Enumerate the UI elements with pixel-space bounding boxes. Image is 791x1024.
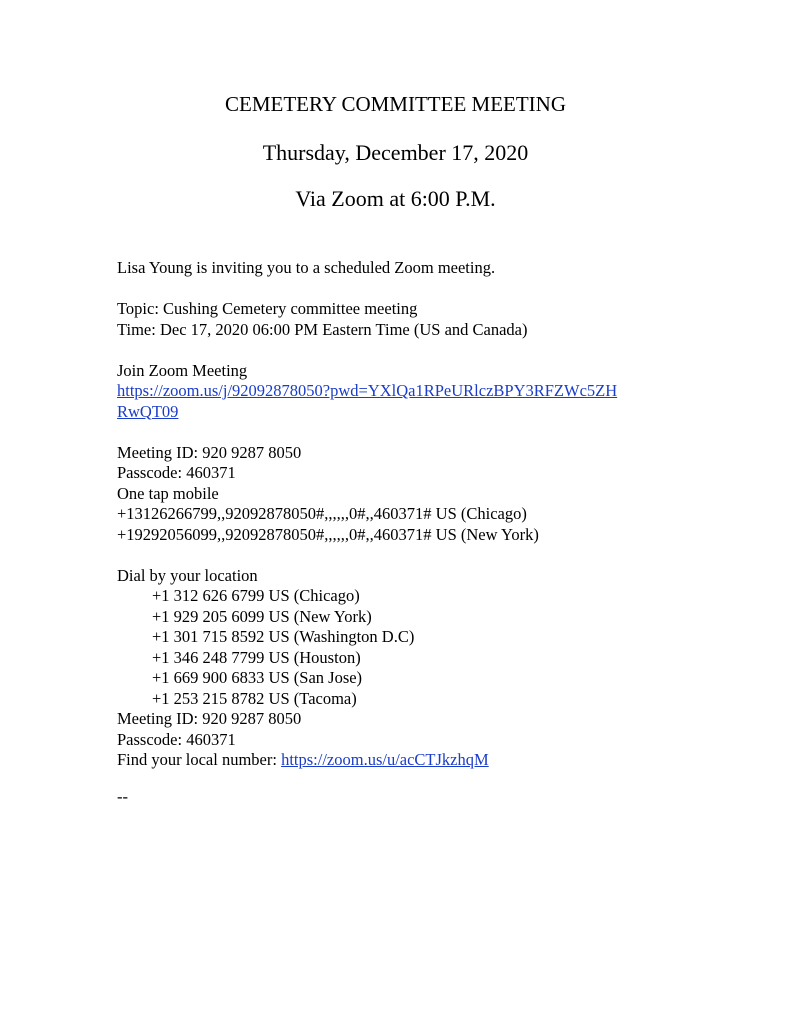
find-local-number — [117, 750, 717, 771]
invitation-body — [117, 258, 717, 807]
meeting-venue: Via Zoom at 6:00 P.M. — [295, 186, 496, 211]
dial-number: +1 929 205 6099 US (New York) — [152, 606, 372, 626]
passcode: Passcode: 460371 — [117, 463, 236, 482]
find-local-link[interactable]: https://zoom.us/u/acCTJkzhqM — [281, 750, 489, 769]
meeting-topic: Topic: Cushing Cemetery committee meeting — [117, 299, 418, 318]
passcode-repeat: Passcode: 460371 — [117, 729, 236, 749]
dial-number: +1 669 900 6833 US (San Jose) — [152, 668, 363, 687]
invite-intro: Lisa Young is inviting you to a scheduled Zoom meeting. — [117, 258, 496, 277]
dial-label: Dial by your location — [117, 565, 258, 585]
dial-number: +1 253 215 8782 US (Tacoma) — [152, 688, 357, 708]
dial-number: +1 346 248 7799 US (Houston) — [152, 647, 361, 667]
one-tap-label: One tap mobile — [117, 483, 219, 503]
document-title: CEMETERY COMMITTEE MEETING — [224, 92, 567, 116]
dial-number: +1 312 626 6799 US (Chicago) — [152, 586, 360, 605]
join-label: Join Zoom Meeting — [117, 360, 248, 380]
meeting-date: Thursday, December 17, 2020 — [262, 140, 529, 165]
one-tap-number: +13126266799,,92092878050#,,,,,,0#,,460371# US (Chicago) — [117, 504, 527, 523]
join-meeting-link-continued[interactable]: RwQT09 — [117, 401, 179, 421]
dial-number: +1 301 715 8592 US (Washington D.C) — [152, 627, 415, 646]
join-meeting-link[interactable]: https://zoom.us/j/92092878050?pwd=YXlQa1RPeURlczBPY3RFZWc5ZH — [117, 381, 618, 400]
signature-separator: -- — [117, 786, 128, 806]
meeting-id: Meeting ID: 920 9287 8050 — [117, 442, 302, 462]
find-local-label: Find your local number: — [117, 750, 282, 769]
one-tap-number: +19292056099,,92092878050#,,,,,,0#,,460371# US (New York) — [117, 524, 539, 544]
meeting-id-repeat: Meeting ID: 920 9287 8050 — [117, 709, 302, 728]
meeting-time: Time: Dec 17, 2020 06:00 PM Eastern Time (US and Canada) — [117, 319, 528, 339]
